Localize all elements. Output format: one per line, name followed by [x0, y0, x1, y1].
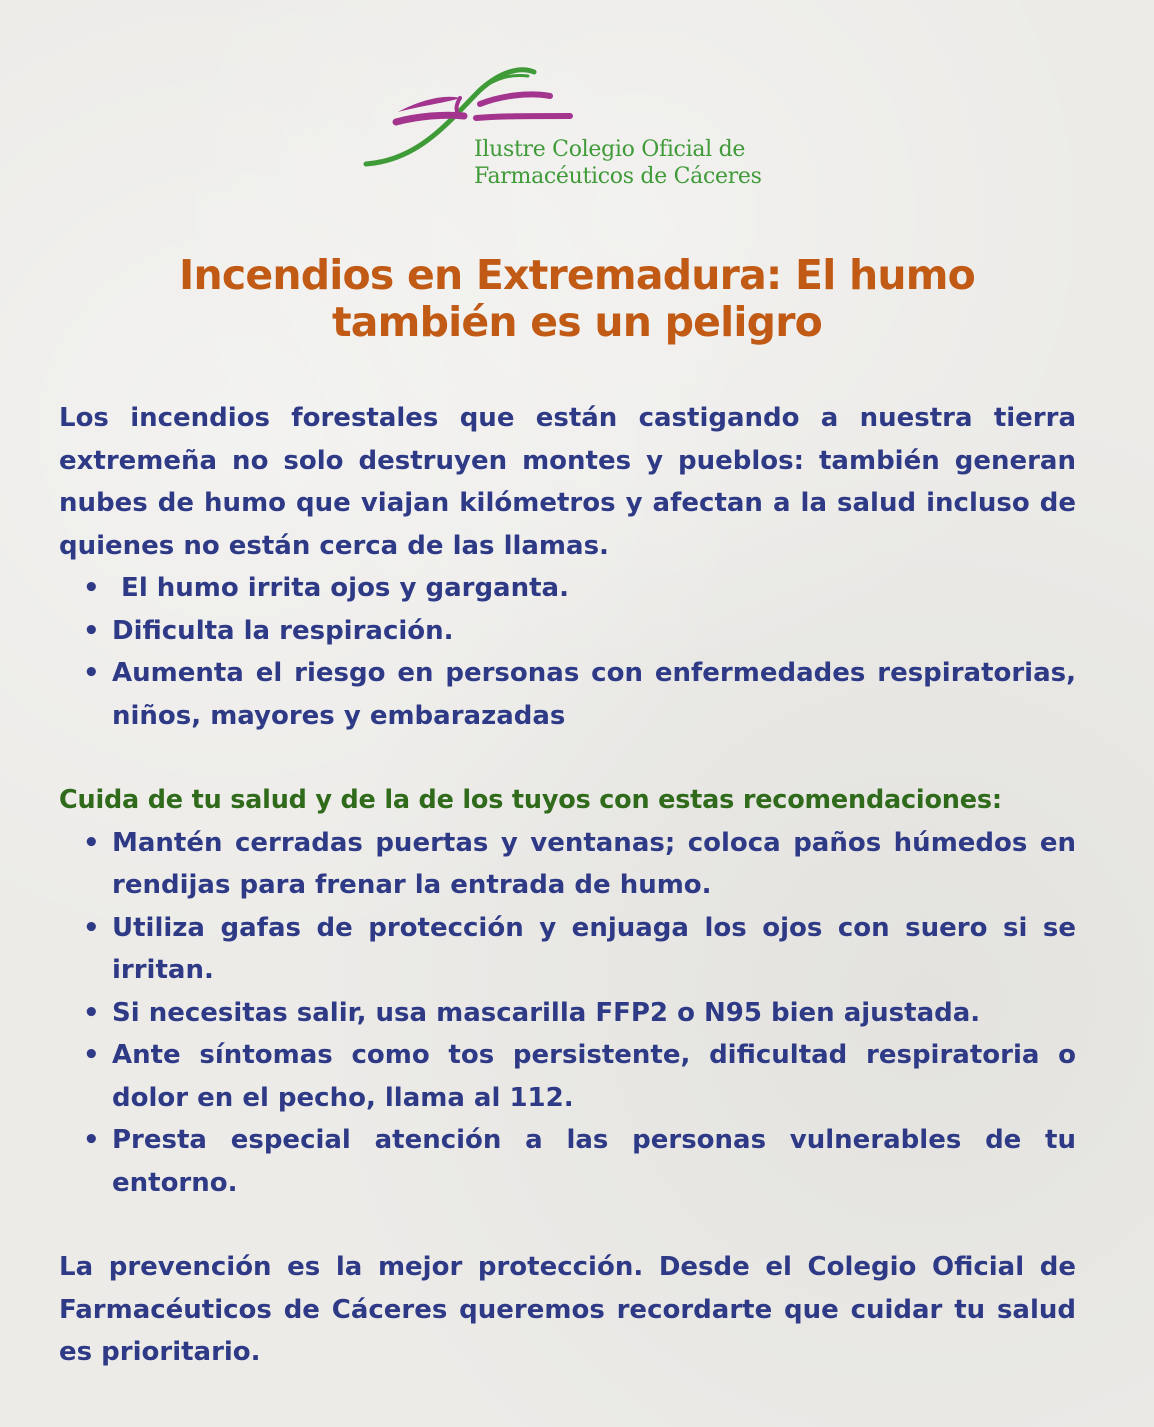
bullet-icon: • [83, 615, 100, 646]
bullet-icon: • [83, 573, 100, 603]
effect-text: Dificulta la respiración. [112, 615, 454, 646]
article-body [59, 397, 1076, 1374]
list-item [59, 992, 1076, 1035]
list-item [59, 1034, 1076, 1119]
spacer [59, 1204, 1076, 1246]
bullet-icon: • [83, 997, 100, 1028]
title-line-2: también es un peligro [332, 298, 822, 346]
effect-text: El humo irrita ojos y garganta. [112, 573, 569, 603]
recommendation-text: Si necesitas salir, usa mascarilla FFP2 o N95 bien ajustada. [112, 997, 981, 1028]
list-item [59, 1119, 1076, 1204]
recommendation-text: Mantén cerradas puertas y ventanas; coloca paños húmedos en rendijas para frenar la entrada de humo. [112, 827, 1076, 900]
list-item [59, 652, 1076, 737]
list-item [59, 567, 1076, 610]
effects-list [59, 567, 1076, 737]
bullet-icon: • [83, 1040, 100, 1070]
closing-paragraph: La prevención es la mejor protección. Desde el Colegio Oficial de Farmacéuticos de Cáceres queremos recordarte que cuidar tu salud es prioritario. [59, 1252, 1076, 1367]
logo-line-1: Ilustre Colegio Oficial de [474, 137, 746, 162]
recommendations-heading: Cuida de tu salud y de la de los tuyos con estas recomendaciones: [59, 785, 1002, 815]
bullet-icon: • [83, 827, 100, 858]
bullet-icon: • [83, 912, 100, 943]
list-item [59, 822, 1076, 907]
recommendation-text: Presta especial atención a las personas vulnerables de tu entorno. [112, 1125, 1076, 1198]
list-item [59, 610, 1076, 653]
list-item [59, 907, 1076, 992]
colegio-logo [360, 60, 780, 200]
logo-text [474, 136, 762, 190]
recommendations-list [59, 822, 1076, 1205]
intro-paragraph: Los incendios forestales que están castigando a nuestra tierra extremeña no solo destruyen montes y pueblos: también generan nubes de humo que viajan kilómetros y afectan a la salud incluso de quienes no están cerca de las llamas. [59, 403, 1076, 561]
bullet-icon: • [83, 1125, 100, 1155]
recommendation-text: Utiliza gafas de protección y enjuaga los ojos con suero si se irritan. [112, 912, 1076, 985]
recommendation-text: Ante síntomas como tos persistente, dificultad respiratoria o dolor en el pecho, llama al 112. [112, 1040, 1076, 1113]
page-title [40, 252, 1114, 346]
title-line-1: Incendios en Extremadura: El humo [178, 251, 976, 299]
bullet-icon: • [83, 658, 100, 688]
logo-line-2: Farmacéuticos de Cáceres [474, 164, 762, 189]
spacer [59, 737, 1076, 779]
effect-text: Aumenta el riesgo en personas con enfermedades respiratorias, niños, mayores y embarazadas [112, 658, 1076, 731]
